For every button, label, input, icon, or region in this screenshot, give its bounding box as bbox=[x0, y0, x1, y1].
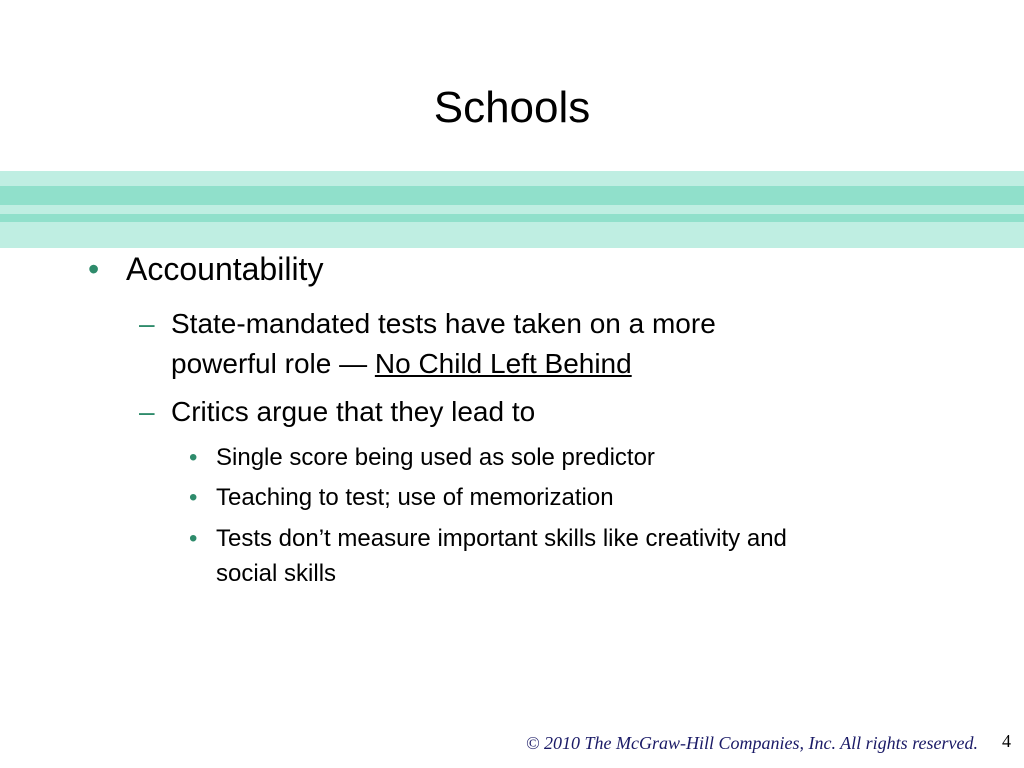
band-dark-bottom bbox=[0, 214, 1024, 222]
band-light-top bbox=[0, 171, 1024, 186]
decorative-bands bbox=[0, 171, 1024, 248]
point-skills-line2: social skills bbox=[216, 560, 337, 587]
band-light-bottom bbox=[0, 222, 1024, 248]
bullet-marker: • bbox=[189, 444, 198, 471]
band-dark-top bbox=[0, 186, 1024, 205]
slide-title: Schools bbox=[433, 83, 591, 132]
no-child-left-behind-link[interactable]: No Child Left Behind bbox=[374, 348, 632, 379]
bullet-marker: • bbox=[189, 525, 198, 552]
subbullet-critics: Critics argue that they lead to bbox=[171, 396, 536, 427]
bullet-marker: • bbox=[189, 484, 198, 511]
point-teaching-to-test: Teaching to test; use of memorization bbox=[216, 484, 614, 511]
point-skills-line1: Tests don’t measure important skills like creativity and bbox=[216, 525, 787, 552]
dash-marker: – bbox=[139, 396, 155, 427]
band-light-middle bbox=[0, 205, 1024, 214]
bullet-accountability: Accountability bbox=[126, 251, 324, 287]
subbullet-tests-line1: State-mandated tests have taken on a more bbox=[171, 308, 716, 339]
subbullet-tests-line2 bbox=[171, 347, 632, 381]
subbullet-tests-text: powerful role — bbox=[171, 348, 375, 379]
bullet-marker: • bbox=[88, 251, 100, 287]
copyright-footer: © 2010 The McGraw-Hill Companies, Inc. All rights reserved. bbox=[525, 733, 978, 753]
dash-marker: – bbox=[139, 308, 155, 339]
page-number: 4 bbox=[1002, 731, 1011, 751]
point-single-score: Single score being used as sole predictor bbox=[216, 444, 655, 471]
